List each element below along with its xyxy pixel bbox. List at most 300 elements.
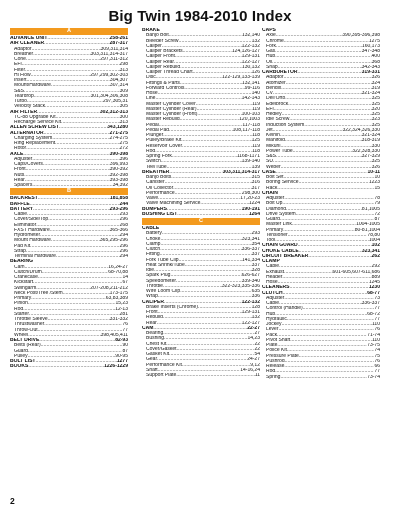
- entry-page-numbers: 73-74: [367, 374, 380, 380]
- entry-page-numbers: 271-275: [109, 130, 128, 136]
- entry-page-numbers: 1245: [368, 280, 380, 285]
- entry-page-numbers: 325: [371, 112, 380, 117]
- entry-page-numbers: 128: [251, 304, 260, 310]
- entry-page-numbers: 301,304,306,308: [90, 93, 128, 99]
- entry-label: ALLEN SCREW LIST: [10, 125, 59, 131]
- entry-label: Clutch: [146, 247, 161, 252]
- entry-label: Manifold: [266, 138, 285, 144]
- entry-label: Header: [266, 274, 283, 280]
- entry-page-numbers: 1264: [248, 211, 260, 217]
- entry-label: Drive System: [266, 211, 296, 217]
- entry-page-numbers: 244: [119, 201, 128, 207]
- entry-label: Bolt Up: [266, 201, 283, 207]
- entry-label: CAM: [142, 325, 154, 331]
- entry-page-numbers: 79: [374, 201, 380, 207]
- dot-leader: [56, 254, 120, 259]
- entry-label: Spacers: [14, 183, 33, 188]
- entry-label: Diamond: [266, 206, 287, 212]
- entry-label: Adjuster: [266, 196, 285, 201]
- entry-label: Hi Flow: [14, 72, 31, 78]
- entry-label: Fitting: [146, 252, 160, 258]
- entry-label: Switch: [146, 159, 161, 165]
- entry-label: Recharge Service Kit: [14, 120, 61, 125]
- entry-page-numbers: 354: [251, 241, 260, 247]
- section-letter-header: A: [10, 28, 128, 35]
- entry-label: Guard: [266, 217, 280, 222]
- section-letter-header: C: [142, 218, 260, 225]
- entry-label: Keihin: [266, 133, 280, 138]
- entry-page-numbers: 303,311,314-317: [90, 51, 128, 57]
- index-subentry: [262, 186, 380, 191]
- entry-label: Fittings & Parts: [146, 80, 180, 86]
- entry-label: Caps/Covers: [14, 162, 43, 167]
- entry-label: Bleeder Screw: [146, 38, 179, 44]
- entry-label: Line: [146, 96, 156, 102]
- entry-label: BELT DRIVE: [10, 338, 40, 343]
- entry-label: Caliper Rebuild: [146, 64, 181, 70]
- entry-page-numbers: 77: [374, 306, 380, 312]
- entry-page-numbers: 294: [119, 254, 128, 259]
- entry-page-numbers: 392-398: [109, 172, 128, 178]
- entry-page-numbers: 365,295-296: [99, 238, 128, 244]
- entry-label: Reservoir Cover: [146, 143, 183, 149]
- entry-label: Guard: [14, 348, 28, 354]
- entry-page-numbers: 78,80: [367, 232, 380, 238]
- entry-page-numbers: 75: [374, 353, 380, 359]
- entry-label: Tensioner: [266, 232, 288, 238]
- entry-label: Cable: [14, 212, 28, 217]
- entry-page-numbers: 294: [119, 233, 128, 238]
- entry-page-numbers: 110: [372, 337, 380, 343]
- entry-label: SU: [266, 159, 273, 165]
- entry-label: CHOKE CABLE: [262, 248, 299, 254]
- entry-label: Cover/Gasket: [146, 346, 177, 352]
- entry-page-numbers: 132: [251, 315, 260, 321]
- entry-label: Swingarm: [14, 285, 37, 291]
- entry-page-numbers: 87: [122, 348, 128, 354]
- dot-leader: [277, 186, 374, 191]
- entry-label: Charging System: [14, 135, 53, 141]
- entry-label: Thrustwasher: [14, 322, 45, 328]
- entry-page-numbers: 1275: [368, 38, 380, 44]
- entry-page-numbers: 365-366: [109, 227, 128, 233]
- entry-label: CARBURETOR: [262, 70, 298, 75]
- entry-label: Caliper: [146, 43, 162, 49]
- entry-label: Master Rebuild: [146, 117, 180, 123]
- entry-label: AXLE: [10, 151, 24, 157]
- entry-page-numbers: 12-13: [115, 306, 128, 312]
- entry-label: AIR FILTER: [10, 109, 38, 115]
- entry-label: Gear: [146, 357, 158, 363]
- entry-label: EFI: [14, 62, 22, 68]
- entry-page-numbers: 139-140: [241, 159, 260, 165]
- entry-label: Hub: [266, 311, 276, 317]
- entry-label: Eliminator: [14, 222, 37, 228]
- entry-label: Rod: [14, 306, 24, 312]
- entry-label: Caliper Thread Chart: [146, 70, 193, 75]
- entry-page-numbers: 14,23: [247, 336, 260, 342]
- entry-label: Adjuster: [14, 156, 33, 162]
- entry-page-numbers: 119: [252, 101, 260, 107]
- entry-page-numbers: 77: [374, 369, 380, 375]
- entry-label: Spring: [266, 374, 281, 380]
- entry-label: Heat Shrink/Tube: [146, 262, 185, 268]
- page-title: Big Twin 1984-2010 Index: [108, 8, 292, 25]
- entry-label: Control (Handle): [266, 306, 303, 312]
- entry-page-numbers: 309: [119, 88, 128, 94]
- entry-page-numbers: 323,341: [241, 236, 260, 242]
- entry-page-numbers: 102: [371, 243, 380, 249]
- entry-label: CIRCUIT BREAKER: [262, 253, 309, 259]
- entry-page-numbers: 274-275: [109, 135, 128, 141]
- entry-page-numbers: 27: [254, 331, 260, 336]
- entry-label: Gas: [266, 49, 276, 54]
- entry-page-numbers: 129-131: [241, 54, 260, 60]
- entry-label: Spark Plug: [146, 273, 171, 279]
- entry-label: Brake Inserts (Chrome): [146, 304, 198, 310]
- entry-label: Valve: [146, 196, 159, 201]
- entry-label: CAPS: [262, 28, 276, 33]
- entry-page-numbers: 327-329: [361, 154, 380, 159]
- entry-label: Fork Tube Clip: [146, 257, 179, 263]
- entry-page-numbers: 315: [251, 175, 260, 180]
- entry-label: Rear: [14, 177, 25, 183]
- entry-label: Pressure Plate: [266, 353, 299, 359]
- entry-label: BEARING: [10, 259, 34, 265]
- entry-page-numbers: 140: [251, 91, 260, 96]
- entry-label: Fork: [266, 43, 276, 49]
- entry-label: Plunger: [146, 133, 164, 138]
- entry-page-numbers: 14-16,24: [240, 367, 260, 373]
- entry-label: Forward Controls: [146, 85, 185, 91]
- entry-label: Clamp: [146, 241, 161, 247]
- entry-page-numbers: 398,405,411: [100, 332, 128, 338]
- dot-leader: [28, 364, 104, 369]
- entry-label: Oil: [266, 59, 273, 65]
- entry-page-numbers: 14: [122, 275, 128, 280]
- entry-page-numbers: 129-131: [241, 310, 260, 315]
- entry-page-numbers: 304,307: [109, 78, 128, 83]
- entry-page-numbers: 68-70,88: [108, 269, 128, 275]
- entry-page-numbers: 296: [119, 243, 128, 249]
- entry-label: Spring Fork: [146, 154, 172, 159]
- entry-page-numbers: 322-323,335-336: [221, 283, 260, 289]
- entry-page-numbers: 1224: [248, 201, 260, 207]
- entry-label: TC-88 Upgrade Kit: [14, 114, 56, 120]
- entry-label: Adjuster: [266, 295, 285, 301]
- entry-page-numbers: 72: [374, 211, 380, 217]
- entry-label: Primary: [14, 296, 32, 301]
- entry-page-numbers: 325: [371, 122, 380, 128]
- entry-page-numbers: 316: [251, 180, 260, 186]
- entry-label: ADVANCE UNIT: [10, 36, 48, 41]
- index-entry: [142, 212, 260, 217]
- entry-label: BOOKS: [10, 364, 29, 370]
- entry-page-numbers: 117-118: [242, 122, 260, 128]
- entry-page-numbers: 190-191: [241, 206, 260, 212]
- entry-label: Insert: [14, 78, 27, 83]
- dot-leader: [280, 375, 367, 380]
- entry-label: Clutch/Drum: [14, 269, 42, 275]
- entry-label: Induction System: [266, 122, 305, 128]
- entry-page-numbers: 100-103: [241, 112, 260, 117]
- page-number: 2: [10, 496, 15, 506]
- entry-label: Terminal Hardware: [14, 254, 56, 259]
- entry-page-numbers: 390-392: [109, 167, 128, 173]
- entry-page-numbers: 296: [119, 217, 128, 223]
- entry-label: CABLE: [142, 226, 160, 231]
- entry-label: CALIPER: [142, 299, 164, 305]
- entry-label: BUSHING LIST: [142, 211, 178, 217]
- entry-label: Master Cylinder (Rear): [146, 106, 197, 112]
- entry-label: S&S: [266, 154, 277, 159]
- entry-page-numbers: 68-72: [367, 311, 380, 317]
- entry-label: Boring Service: [266, 180, 299, 186]
- entry-label: FXST Hardware: [14, 227, 50, 233]
- entry-label: Mount Hardware: [14, 238, 51, 244]
- entry-page-numbers: 330: [371, 143, 380, 149]
- entry-label: Police Kit: [266, 348, 287, 354]
- entry-page-numbers: 160,173: [361, 43, 380, 49]
- entry-page-numbers: 258-261: [109, 36, 128, 41]
- entry-page-numbers: 307,314: [109, 83, 128, 89]
- entry-label: Adaptor: [266, 75, 284, 81]
- entry-label: Primary: [266, 227, 284, 233]
- entry-page-numbers: 99-116: [244, 85, 260, 91]
- entry-label: Performance Kit: [146, 362, 182, 368]
- entry-label: Hydrometer: [14, 233, 41, 238]
- entry-label: Front: [146, 310, 158, 315]
- entry-page-numbers: 313: [119, 67, 128, 73]
- entry-label: Disc: [146, 75, 156, 81]
- entry-label: Turbo: [14, 99, 27, 104]
- entry-label: Hedley: [266, 112, 282, 117]
- entry-label: EFI: [266, 106, 274, 112]
- entry-page-numbers: 325: [371, 101, 380, 107]
- entry-page-numbers: 396: [119, 156, 128, 162]
- entry-label: Bushing: [146, 336, 165, 342]
- entry-label: Rebuild: [146, 315, 163, 321]
- entry-label: Pinion: [14, 301, 28, 307]
- entry-label: Cover/Side/Top: [14, 217, 49, 223]
- entry-label: Choke: [146, 236, 161, 242]
- entry-label: CASE: [262, 169, 276, 175]
- entry-label: Wheel: [14, 332, 29, 338]
- entry-label: Filter: [14, 67, 26, 73]
- entry-label: Pedal Pad: [146, 127, 170, 133]
- entry-page-numbers: 22: [254, 341, 260, 347]
- entry-label: Battery: [146, 231, 162, 237]
- entry-label: Jockey: [266, 322, 282, 327]
- entry-page-numbers: 396,993: [109, 162, 128, 167]
- index-subentry: [262, 375, 380, 380]
- entry-label: Banjo Bolt: [146, 33, 169, 39]
- entry-label: Pad Kit: [14, 243, 31, 249]
- entry-label: Rod: [146, 148, 156, 154]
- entry-page-numbers: 66: [374, 364, 380, 369]
- entry-page-numbers: 337: [251, 262, 260, 268]
- entry-page-numbers: 10: [374, 175, 380, 180]
- entry-label: Lever: [266, 327, 279, 333]
- entry-label: Edelbrock: [266, 101, 289, 107]
- entry-page-numbers: 336-337: [361, 301, 380, 306]
- entry-page-numbers: 297,299,302-303: [90, 72, 128, 78]
- entry-page-numbers: 347-348: [361, 49, 380, 54]
- entry-page-numbers: 24-27: [247, 357, 260, 363]
- entry-label: Mount/Hardware: [14, 83, 51, 89]
- dot-leader: [176, 373, 254, 378]
- entry-page-numbers: 139: [251, 164, 260, 170]
- entry-label: Cable: [266, 301, 280, 306]
- entry-page-numbers: 132,140: [241, 33, 260, 39]
- entry-page-numbers: 173-175: [109, 290, 128, 296]
- entry-page-numbers: 889: [371, 274, 380, 280]
- entry-label: Performance: [146, 190, 175, 196]
- entry-page-numbers: 22-27: [247, 325, 260, 331]
- entry-label: Bolt Set: [266, 175, 284, 180]
- entry-page-numbers: 322,328,330: [352, 148, 380, 154]
- entry-label: Rear: [146, 320, 157, 326]
- entry-page-numbers: 368: [371, 59, 380, 65]
- entry-page-numbers: 15,23: [115, 301, 128, 307]
- entry-page-numbers: 10-11: [367, 169, 380, 175]
- entry-page-numbers: 262: [371, 253, 380, 259]
- entry-page-numbers: 281: [119, 311, 128, 317]
- entry-label: AIR CLEANER: [10, 41, 45, 47]
- entry-page-numbers: 297,311-312: [100, 57, 128, 62]
- entry-page-numbers: 119: [252, 143, 260, 149]
- entry-page-numbers: 268: [119, 222, 128, 228]
- entry-page-numbers: 318-319: [361, 138, 380, 144]
- entry-page-numbers: 1004-1005: [356, 222, 380, 228]
- entry-label: Jet: [266, 127, 273, 133]
- entry-page-numbers: 305: [119, 104, 128, 110]
- entry-label: BREATHER: [142, 169, 170, 175]
- entry-page-numbers: 326: [371, 164, 380, 170]
- entry-page-numbers: 77: [374, 316, 380, 322]
- entry-label: Exhaust: [266, 269, 285, 275]
- entry-label: Kickstart: [14, 280, 34, 286]
- entry-label: Wire Loom Clip: [146, 289, 181, 294]
- entry-page-numbers: 77: [122, 327, 128, 333]
- entry-label: Breather: [14, 51, 34, 57]
- entry-page-numbers: 1168-1171: [236, 154, 260, 159]
- entry-label: Rack: [266, 185, 278, 191]
- entry-label: Tee/Tube: [146, 164, 167, 170]
- entry-label: Rod: [266, 369, 276, 375]
- entry-label: Pivot Shaft: [266, 337, 291, 343]
- entry-page-numbers: 11: [254, 373, 260, 378]
- entry-page-numbers: 343,1280: [107, 125, 128, 131]
- entry-page-numbers: 298,300: [241, 190, 260, 196]
- entry-label: Belts (Rear): [14, 343, 41, 349]
- entry-page-numbers: 326: [371, 75, 380, 81]
- entry-label: Rotor: [14, 146, 27, 152]
- entry-label: Idle Screw: [266, 117, 290, 123]
- entry-page-numbers: 126: [251, 70, 260, 75]
- entry-label: BOLT LIST: [10, 359, 36, 364]
- entry-page-numbers: 76: [374, 327, 380, 333]
- entry-page-numbers: 337: [251, 252, 260, 258]
- entry-page-numbers: 319: [371, 85, 380, 91]
- entry-label: Chest Kit: [146, 341, 167, 347]
- entry-label: Throttle: [146, 283, 163, 289]
- entry-page-numbers: 124,126-127: [231, 49, 260, 54]
- entry-page-numbers: 71-74: [367, 332, 380, 338]
- entry-label: Master Cylinder (Front): [146, 112, 198, 117]
- entry-page-numbers: 313: [119, 120, 128, 125]
- entry-page-numbers: 22: [254, 346, 260, 352]
- index-entry: [10, 364, 128, 369]
- entry-label: Caliper Brackets: [146, 49, 183, 54]
- entry-label: Release: [266, 364, 285, 369]
- entry-page-numbers: 9,12: [250, 362, 260, 368]
- entry-page-numbers: 317: [251, 185, 260, 191]
- entry-label: ALTERNATOR: [10, 130, 44, 136]
- entry-label: Valve Machining Service: [146, 201, 201, 207]
- entry-page-numbers: 74: [374, 348, 380, 354]
- entry-page-numbers: 118: [252, 148, 260, 154]
- entry-label: Pack: [266, 332, 278, 338]
- entry-page-numbers: 303,311,314-317: [222, 169, 260, 175]
- entry-page-numbers: 323: [371, 117, 380, 123]
- entry-page-numbers: 81,1005: [361, 206, 380, 212]
- entry-label: Hub: [266, 54, 276, 60]
- entry-page-numbers: 320: [371, 106, 380, 112]
- section-letter-header: B: [10, 188, 128, 195]
- entry-page-numbers: 34,392: [112, 183, 128, 188]
- entry-label: Front: [14, 167, 26, 173]
- entry-label: Shaft: [146, 367, 158, 373]
- entry-label: Caliper Rear: [146, 59, 175, 65]
- entry-page-numbers: 292: [371, 264, 380, 270]
- entry-page-numbers: 626-627: [241, 273, 260, 279]
- entry-label: Pulley/Brake Kit: [146, 138, 182, 144]
- entry-page-numbers: 87: [374, 217, 380, 222]
- entry-page-numbers: 15: [374, 185, 380, 191]
- entry-label: Cone: [14, 57, 26, 62]
- entry-page-numbers: 80-81,1004: [354, 227, 380, 233]
- entry-label: Chrome: [266, 38, 284, 44]
- entry-page-numbers: 390,395-396,398: [342, 33, 380, 39]
- entry-label: Caliper Front: [146, 54, 175, 60]
- entry-page-numbers: 130,132: [241, 64, 260, 70]
- entry-label: Ring Replacement: [14, 141, 56, 146]
- entry-page-numbers: 142-143: [241, 96, 260, 102]
- entry-page-numbers: 63,83,389: [105, 296, 128, 301]
- entry-page-numbers: 73: [374, 295, 380, 301]
- entry-label: Strap: [14, 248, 26, 254]
- entry-label: CHAIN GUARD: [262, 243, 298, 249]
- entry-label: BATTERY: [10, 206, 34, 212]
- entry-label: Power Tube: [266, 148, 293, 154]
- entry-label: Cable: [266, 264, 280, 270]
- entry-label: CLEANERS: [262, 285, 290, 291]
- entry-label: Hose: [266, 280, 278, 285]
- entry-label: Mikuni: [266, 143, 281, 149]
- entry-label: Tool: [266, 238, 276, 243]
- entry-page-numbers: 342-343: [361, 64, 380, 70]
- entry-page-numbers: 132,141: [241, 80, 260, 86]
- entry-page-numbers: 122-132: [241, 299, 260, 305]
- entry-page-numbers: 119: [252, 106, 260, 112]
- entry-page-numbers: 325: [371, 96, 380, 102]
- entry-page-numbers: 122-129,133-139: [221, 75, 260, 81]
- entry-page-numbers: 323,341: [361, 248, 380, 254]
- index-column-2: [142, 28, 260, 378]
- entry-page-numbers: 635: [251, 289, 260, 294]
- entry-label: Snap: [266, 64, 278, 70]
